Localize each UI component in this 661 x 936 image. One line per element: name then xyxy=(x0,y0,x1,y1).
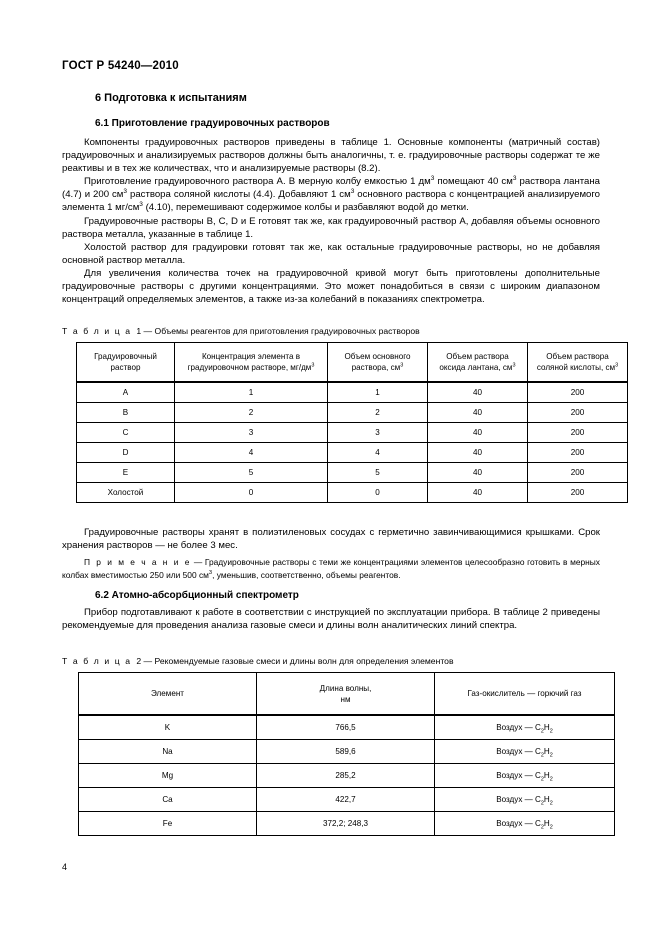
text-run: Приготовление градуировочного раствора А. В мерную колбу емкостью 1 дм xyxy=(84,176,431,188)
table1-cell: 5 xyxy=(175,463,328,483)
table2-cell-gas xyxy=(435,788,615,812)
table-row xyxy=(77,443,628,463)
table1-header-cell xyxy=(428,343,528,383)
table2-cell-gas xyxy=(435,812,615,836)
table2-caption-text: — Рекомендуемые газовые смеси и длины волн для определения элементов xyxy=(143,656,454,666)
gas-text: H xyxy=(543,723,550,732)
superscript-3: 3 xyxy=(512,175,517,183)
table1-cell: 40 xyxy=(428,423,528,443)
gas-text: H xyxy=(543,747,550,756)
subscript: 2 xyxy=(549,728,553,735)
subscript: 2 xyxy=(540,824,544,831)
gas-text: H xyxy=(543,795,550,804)
text-run: раствора лантана (4.7) и 200 см xyxy=(62,176,600,201)
header-line2: оксида лантана, см xyxy=(439,363,513,373)
table1-cell: 200 xyxy=(528,443,628,463)
superscript-3: 3 xyxy=(400,362,404,369)
table1-cell: 40 xyxy=(428,403,528,423)
table1-cell: 200 xyxy=(528,382,628,403)
paragraph-solutions-bcde: Градуировочные растворы B, C, D и E готовят так же, как градуировочный раствор А, добавляя объемы основного раствора металла, указанные в таблице 1. xyxy=(62,215,600,240)
table1-cell: 0 xyxy=(175,483,328,503)
table2-cell-gas xyxy=(435,764,615,788)
header-line1: Концентрация элемента в xyxy=(201,352,301,362)
table-row xyxy=(77,483,628,503)
table-row xyxy=(77,382,628,403)
table2-cell-element: Mg xyxy=(79,764,257,788)
table1-header-cell xyxy=(175,343,328,383)
table1-header-cell xyxy=(328,343,428,383)
subscript: 2 xyxy=(549,800,553,807)
table1-cell: 0 xyxy=(328,483,428,503)
table-row xyxy=(79,740,615,764)
paragraph-components: Компоненты градуировочных растворов приведены в таблице 1. Основные компоненты (матричный состав) градуировочных и анализируемых растворов должны быть аналогичны, т. е. градуировочные растворы содержат те же реактивы и в тех же количествах, что и анализируемые растворы (8.2). xyxy=(62,137,600,175)
gas-text: Воздух — C xyxy=(496,771,541,780)
paragraph-additional-points: Для увеличения количества точек на градуировочной кривой могут быть приготовлены дополнительные градуировочные растворы с другими концентрациями. Это может понадобиться в связи с широким диапазоном концентраций определяемых элементов, а также из-за колебаний в показаниях спектрометра. xyxy=(62,267,600,306)
table1-cell: 200 xyxy=(528,423,628,443)
superscript-3: 3 xyxy=(430,175,435,183)
note-text-b: , уменьшив, соответственно, объемы реагентов. xyxy=(212,569,401,580)
text-run: (4.10), перемешивают содержимое колбы и разбавляют водой до метки. xyxy=(142,202,469,214)
subscript: 2 xyxy=(540,752,544,759)
superscript-3: 3 xyxy=(512,362,516,369)
table1-cell: Холостой xyxy=(77,483,175,503)
table1-cell: C xyxy=(77,423,175,443)
header-line1: Элемент xyxy=(150,689,184,698)
table-row xyxy=(79,812,615,836)
table2-cell-element: Na xyxy=(79,740,257,764)
spacer xyxy=(62,129,600,136)
header-line1: Объем основного xyxy=(344,352,411,362)
note-label: П р и м е ч а н и е xyxy=(84,557,192,568)
table-row xyxy=(77,403,628,423)
subscript: 2 xyxy=(540,728,544,735)
header-line1: Градуировочный xyxy=(94,352,157,362)
table1-header-cell xyxy=(528,343,628,383)
table1-cell: 2 xyxy=(328,403,428,423)
table1-cell: 5 xyxy=(328,463,428,483)
standard-number-header: ГОСТ Р 54240—2010 xyxy=(62,60,179,72)
subscript: 2 xyxy=(549,752,553,759)
table1-head xyxy=(77,343,628,383)
note-paragraph xyxy=(62,556,600,580)
table2-cell-element: K xyxy=(79,715,257,740)
spacer xyxy=(62,632,600,656)
section-61-heading-wrap xyxy=(95,118,600,129)
table1-cell: 3 xyxy=(328,423,428,443)
table-calibration-reagent-volumes xyxy=(76,342,628,503)
table1-cell: 200 xyxy=(528,463,628,483)
subscript: 2 xyxy=(549,824,553,831)
spacer xyxy=(62,581,600,590)
table-row xyxy=(79,788,615,812)
table2-cell-wavelength: 422,7 xyxy=(257,788,435,812)
table1-cell: 3 xyxy=(175,423,328,443)
table2-cell-wavelength: 766,5 xyxy=(257,715,435,740)
table2-header-cell xyxy=(79,673,257,716)
header-line2: нм xyxy=(340,694,351,704)
text-run: раствора соляной кислоты (4.4). Добавляют 1 см xyxy=(127,189,351,201)
gas-text: H xyxy=(543,771,550,780)
table1-cell: 1 xyxy=(175,382,328,403)
table1-cell: 200 xyxy=(528,483,628,503)
table1-caption-number: 1 xyxy=(136,326,142,337)
header-line2: соляной кислоты, см xyxy=(536,363,616,373)
header-line1: Объем раствора xyxy=(446,352,509,362)
table-row xyxy=(77,423,628,443)
text-run: помещают 40 см xyxy=(434,176,513,188)
table1-caption-label: Т а б л и ц а xyxy=(62,326,132,337)
table2-cell-gas xyxy=(435,740,615,764)
header-line1: Газ-окислитель — горючий газ xyxy=(467,689,582,698)
header-line1: Объем раствора xyxy=(546,352,609,362)
superscript-3: 3 xyxy=(208,569,213,576)
gas-text: Воздух — C xyxy=(496,819,541,828)
superscript-3: 3 xyxy=(615,362,619,369)
table2-head xyxy=(79,673,615,716)
table2-cell-wavelength: 589,6 xyxy=(257,740,435,764)
table2-header-row xyxy=(79,673,615,716)
table1-cell: 40 xyxy=(428,463,528,483)
paragraph-storage: Градуировочные растворы хранят в полиэтиленовых сосудах с герметично завинчивающимися крышками. Срок хранения растворов — не более 3 мес. xyxy=(62,527,600,552)
subscript: 2 xyxy=(540,776,544,783)
table-row xyxy=(79,715,615,740)
table1-cell: E xyxy=(77,463,175,483)
table1-cell: A xyxy=(77,382,175,403)
superscript-3: 3 xyxy=(123,188,128,196)
gas-text: Воздух — C xyxy=(496,747,541,756)
subscript: 2 xyxy=(540,800,544,807)
gas-text: H xyxy=(543,819,550,828)
table2-caption-number: 2 xyxy=(136,656,142,666)
page-number: 4 xyxy=(62,862,68,872)
section-6-heading-wrap xyxy=(95,92,600,104)
superscript-3: 3 xyxy=(139,201,143,209)
table2-caption-label: Т а б л и ц а xyxy=(62,656,132,666)
text-run: основного раствора с концентрацией анализируемого элемента 1 мг/см xyxy=(62,189,601,214)
spacer xyxy=(62,104,600,118)
table-row xyxy=(79,764,615,788)
gas-text: Воздух — C xyxy=(496,723,541,732)
table2-header-cell xyxy=(435,673,615,716)
table1-header-cell xyxy=(77,343,175,383)
paragraph-blank-solution: Холостой раствор для градуировки готовят так же, как остальные градуировочные растворы, но не добавляя основной раствор металла. xyxy=(62,241,600,266)
table2-header-cell xyxy=(257,673,435,716)
paragraph-solution-a xyxy=(62,175,600,214)
note-text-a: — Градуировочные растворы с теми же концентрациями элементов целесообразно готовить в мерных колбах вместимостью 250 или 500 см xyxy=(62,557,600,580)
table1-body xyxy=(77,382,628,503)
section-6-heading: 6 Подготовка к испытаниям xyxy=(95,92,247,104)
table2-cell-wavelength: 372,2; 248,3 xyxy=(257,812,435,836)
table2-cell-element: Fe xyxy=(79,812,257,836)
table2-cell-wavelength: 285,2 xyxy=(257,764,435,788)
table1-cell: 40 xyxy=(428,483,528,503)
table1-cell: 40 xyxy=(428,443,528,463)
header-line2: градуировочном растворе, мг/дм xyxy=(187,363,312,373)
table1-cell: 200 xyxy=(528,403,628,423)
subscript: 2 xyxy=(549,776,553,783)
table1-cell: 4 xyxy=(328,443,428,463)
page-body xyxy=(62,92,619,836)
table-gas-mixtures-wavelengths xyxy=(78,672,615,836)
table1-cell: B xyxy=(77,403,175,423)
superscript-3: 3 xyxy=(311,362,315,369)
table1-header-row xyxy=(77,343,628,383)
table2-cell-element: Ca xyxy=(79,788,257,812)
paragraph-spectrometer: Прибор подготавливают к работе в соответствии с инструкцией по эксплуатации прибора. В таблице 2 приведены рекомендуемые для проведения анализа газовые смеси и длины волн аналитических линий спектра. xyxy=(62,606,600,631)
table1-caption xyxy=(62,326,600,336)
header-line2: раствор xyxy=(110,363,141,373)
spacer xyxy=(62,503,600,526)
header-line2: раствора, см xyxy=(351,363,401,373)
header-line1: Длина волны, xyxy=(319,683,372,693)
table1-cell: D xyxy=(77,443,175,463)
table-row xyxy=(77,463,628,483)
table1-cell: 2 xyxy=(175,403,328,423)
table2-caption xyxy=(62,656,600,666)
table1-cell: 1 xyxy=(328,382,428,403)
section-62-heading-wrap xyxy=(95,590,600,601)
table1-caption-text: — Объемы реагентов для приготовления градуировочных растворов xyxy=(143,326,420,337)
section-62-heading: 6.2 Атомно-абсорбционный спектрометр xyxy=(95,589,299,601)
table2-cell-gas xyxy=(435,715,615,740)
section-61-heading: 6.1 Приготовление градуировочных растворов xyxy=(95,118,330,129)
table1-cell: 40 xyxy=(428,382,528,403)
superscript-3: 3 xyxy=(350,188,355,196)
table1-cell: 4 xyxy=(175,443,328,463)
table2-body xyxy=(79,715,615,836)
spacer xyxy=(62,306,600,326)
gas-text: Воздух — C xyxy=(496,795,541,804)
